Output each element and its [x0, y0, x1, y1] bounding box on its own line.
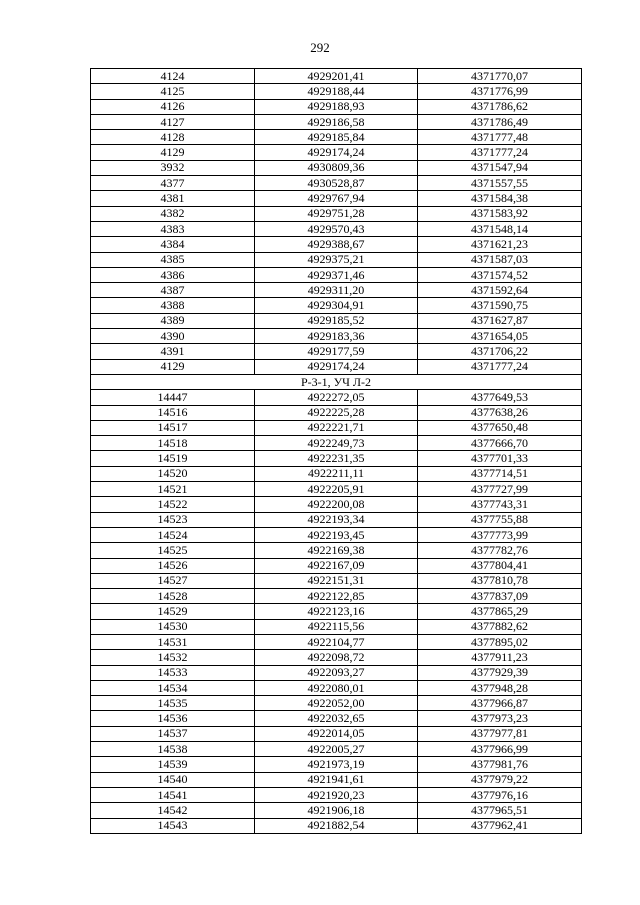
- table-row: [91, 696, 582, 711]
- table-row: [91, 206, 582, 221]
- point-number-cell: 14533: [91, 665, 255, 680]
- table-row: [91, 267, 582, 282]
- x-coordinate-cell: 4922032,65: [255, 711, 418, 726]
- y-coordinate-cell: 4371770,07: [418, 69, 582, 84]
- y-coordinate-cell: 4371777,24: [418, 145, 582, 160]
- point-number-cell: 14526: [91, 558, 255, 573]
- table-row: [91, 405, 582, 420]
- point-number-cell: 4377: [91, 176, 255, 191]
- point-number-cell: 14534: [91, 680, 255, 695]
- point-number-cell: 4384: [91, 237, 255, 252]
- x-coordinate-cell: 4922005,27: [255, 742, 418, 757]
- point-number-cell: 4383: [91, 221, 255, 236]
- table-row: [91, 634, 582, 649]
- y-coordinate-cell: 4377714,51: [418, 466, 582, 481]
- y-coordinate-cell: 4377911,23: [418, 650, 582, 665]
- x-coordinate-cell: 4922080,01: [255, 680, 418, 695]
- table-row: [91, 650, 582, 665]
- x-coordinate-cell: 4921882,54: [255, 818, 418, 833]
- point-number-cell: 14516: [91, 405, 255, 420]
- y-coordinate-cell: 4371777,48: [418, 130, 582, 145]
- table-row: [91, 482, 582, 497]
- table-row: [91, 329, 582, 344]
- point-number-cell: 14531: [91, 634, 255, 649]
- y-coordinate-cell: 4377649,53: [418, 390, 582, 405]
- y-coordinate-cell: 4377962,41: [418, 818, 582, 833]
- x-coordinate-cell: 4922104,77: [255, 634, 418, 649]
- point-number-cell: 4381: [91, 191, 255, 206]
- x-coordinate-cell: 4929186,58: [255, 114, 418, 129]
- x-coordinate-cell: 4929767,94: [255, 191, 418, 206]
- table-row: [91, 573, 582, 588]
- table-row: [91, 298, 582, 313]
- point-number-cell: 14535: [91, 696, 255, 711]
- coordinates-table: [90, 68, 582, 834]
- x-coordinate-cell: 4929183,36: [255, 329, 418, 344]
- x-coordinate-cell: 4929188,93: [255, 99, 418, 114]
- y-coordinate-cell: 4377837,09: [418, 589, 582, 604]
- table-row: [91, 589, 582, 604]
- y-coordinate-cell: 4377650,48: [418, 420, 582, 435]
- point-number-cell: 14529: [91, 604, 255, 619]
- table-row: [91, 84, 582, 99]
- x-coordinate-cell: 4929570,43: [255, 221, 418, 236]
- point-number-cell: 4126: [91, 99, 255, 114]
- point-number-cell: 14527: [91, 573, 255, 588]
- table-row: [91, 818, 582, 833]
- y-coordinate-cell: 4377743,31: [418, 497, 582, 512]
- x-coordinate-cell: 4922272,05: [255, 390, 418, 405]
- x-coordinate-cell: 4929388,67: [255, 237, 418, 252]
- y-coordinate-cell: 4377895,02: [418, 634, 582, 649]
- table-row: [91, 527, 582, 542]
- table-row: [91, 680, 582, 695]
- y-coordinate-cell: 4371621,23: [418, 237, 582, 252]
- section-heading-row: [91, 374, 582, 389]
- page-number: 292: [310, 40, 330, 55]
- point-number-cell: 3932: [91, 160, 255, 175]
- y-coordinate-cell: 4377966,87: [418, 696, 582, 711]
- y-coordinate-cell: 4377727,99: [418, 482, 582, 497]
- x-coordinate-cell: 4929375,21: [255, 252, 418, 267]
- x-coordinate-cell: 4929174,24: [255, 145, 418, 160]
- x-coordinate-cell: 4929185,84: [255, 130, 418, 145]
- x-coordinate-cell: 4922193,45: [255, 527, 418, 542]
- point-number-cell: 4388: [91, 298, 255, 313]
- table-section-header: [91, 374, 582, 389]
- y-coordinate-cell: 4371574,52: [418, 267, 582, 282]
- table-row: [91, 191, 582, 206]
- x-coordinate-cell: 4922221,71: [255, 420, 418, 435]
- y-coordinate-cell: 4371547,94: [418, 160, 582, 175]
- x-coordinate-cell: 4922205,91: [255, 482, 418, 497]
- table-row: [91, 497, 582, 512]
- section-heading: Р-3-1, УЧ Л-2: [91, 374, 582, 389]
- x-coordinate-cell: 4929174,24: [255, 359, 418, 374]
- y-coordinate-cell: 4377755,88: [418, 512, 582, 527]
- table-row: [91, 130, 582, 145]
- point-number-cell: 14541: [91, 787, 255, 802]
- point-number-cell: 14518: [91, 436, 255, 451]
- x-coordinate-cell: 4929751,28: [255, 206, 418, 221]
- y-coordinate-cell: 4377966,99: [418, 742, 582, 757]
- x-coordinate-cell: 4930528,87: [255, 176, 418, 191]
- y-coordinate-cell: 4377804,41: [418, 558, 582, 573]
- y-coordinate-cell: 4377965,51: [418, 803, 582, 818]
- y-coordinate-cell: 4371548,14: [418, 221, 582, 236]
- y-coordinate-cell: 4377701,33: [418, 451, 582, 466]
- y-coordinate-cell: 4377979,22: [418, 772, 582, 787]
- y-coordinate-cell: 4377929,39: [418, 665, 582, 680]
- table-row: [91, 787, 582, 802]
- point-number-cell: 14525: [91, 543, 255, 558]
- x-coordinate-cell: 4930809,36: [255, 160, 418, 175]
- point-number-cell: 4389: [91, 313, 255, 328]
- x-coordinate-cell: 4921906,18: [255, 803, 418, 818]
- table-row: [91, 420, 582, 435]
- point-number-cell: 14540: [91, 772, 255, 787]
- point-number-cell: 4124: [91, 69, 255, 84]
- x-coordinate-cell: 4922052,00: [255, 696, 418, 711]
- point-number-cell: 14530: [91, 619, 255, 634]
- table-row: [91, 543, 582, 558]
- table-row: [91, 757, 582, 772]
- table-row: [91, 711, 582, 726]
- x-coordinate-cell: 4922122,85: [255, 589, 418, 604]
- x-coordinate-cell: 4922231,35: [255, 451, 418, 466]
- table-row: [91, 604, 582, 619]
- x-coordinate-cell: 4922123,16: [255, 604, 418, 619]
- point-number-cell: 14543: [91, 818, 255, 833]
- point-number-cell: 4386: [91, 267, 255, 282]
- x-coordinate-cell: 4922200,08: [255, 497, 418, 512]
- y-coordinate-cell: 4377973,23: [418, 711, 582, 726]
- table-body-section-1: [91, 69, 582, 375]
- x-coordinate-cell: 4922167,09: [255, 558, 418, 573]
- point-number-cell: 4129: [91, 145, 255, 160]
- table-row: [91, 772, 582, 787]
- point-number-cell: 14539: [91, 757, 255, 772]
- x-coordinate-cell: 4921973,19: [255, 757, 418, 772]
- point-number-cell: 4387: [91, 283, 255, 298]
- table-row: [91, 114, 582, 129]
- x-coordinate-cell: 4921941,61: [255, 772, 418, 787]
- table-row: [91, 619, 582, 634]
- table-row: [91, 665, 582, 680]
- y-coordinate-cell: 4377638,26: [418, 405, 582, 420]
- table-row: [91, 313, 582, 328]
- table-row: [91, 99, 582, 114]
- table-row: [91, 176, 582, 191]
- x-coordinate-cell: 4929185,52: [255, 313, 418, 328]
- y-coordinate-cell: 4377810,78: [418, 573, 582, 588]
- y-coordinate-cell: 4371583,92: [418, 206, 582, 221]
- table-row: [91, 512, 582, 527]
- y-coordinate-cell: 4377977,81: [418, 726, 582, 741]
- x-coordinate-cell: 4922098,72: [255, 650, 418, 665]
- y-coordinate-cell: 4377666,70: [418, 436, 582, 451]
- x-coordinate-cell: 4922249,73: [255, 436, 418, 451]
- y-coordinate-cell: 4371777,24: [418, 359, 582, 374]
- table-row: [91, 344, 582, 359]
- table-body-section-2: [91, 390, 582, 834]
- table-row: [91, 390, 582, 405]
- x-coordinate-cell: 4922225,28: [255, 405, 418, 420]
- table-row: [91, 803, 582, 818]
- table-row: [91, 359, 582, 374]
- point-number-cell: 4129: [91, 359, 255, 374]
- x-coordinate-cell: 4929188,44: [255, 84, 418, 99]
- point-number-cell: 14536: [91, 711, 255, 726]
- y-coordinate-cell: 4371786,49: [418, 114, 582, 129]
- x-coordinate-cell: 4929311,20: [255, 283, 418, 298]
- point-number-cell: 14523: [91, 512, 255, 527]
- table-row: [91, 558, 582, 573]
- table-row: [91, 283, 582, 298]
- point-number-cell: 14447: [91, 390, 255, 405]
- y-coordinate-cell: 4371776,99: [418, 84, 582, 99]
- point-number-cell: 14528: [91, 589, 255, 604]
- point-number-cell: 14521: [91, 482, 255, 497]
- point-number-cell: 14524: [91, 527, 255, 542]
- point-number-cell: 14519: [91, 451, 255, 466]
- y-coordinate-cell: 4371706,22: [418, 344, 582, 359]
- table-row: [91, 252, 582, 267]
- y-coordinate-cell: 4377948,28: [418, 680, 582, 695]
- y-coordinate-cell: 4371584,38: [418, 191, 582, 206]
- y-coordinate-cell: 4371557,55: [418, 176, 582, 191]
- point-number-cell: 14520: [91, 466, 255, 481]
- y-coordinate-cell: 4377882,62: [418, 619, 582, 634]
- point-number-cell: 14538: [91, 742, 255, 757]
- point-number-cell: 4128: [91, 130, 255, 145]
- point-number-cell: 4127: [91, 114, 255, 129]
- point-number-cell: 14522: [91, 497, 255, 512]
- point-number-cell: 4382: [91, 206, 255, 221]
- x-coordinate-cell: 4929304,91: [255, 298, 418, 313]
- point-number-cell: 4390: [91, 329, 255, 344]
- table-row: [91, 160, 582, 175]
- point-number-cell: 4125: [91, 84, 255, 99]
- point-number-cell: 14537: [91, 726, 255, 741]
- y-coordinate-cell: 4371592,64: [418, 283, 582, 298]
- table-row: [91, 221, 582, 236]
- x-coordinate-cell: 4922115,56: [255, 619, 418, 634]
- y-coordinate-cell: 4377981,76: [418, 757, 582, 772]
- y-coordinate-cell: 4377976,16: [418, 787, 582, 802]
- x-coordinate-cell: 4929201,41: [255, 69, 418, 84]
- table-row: [91, 742, 582, 757]
- y-coordinate-cell: 4371627,87: [418, 313, 582, 328]
- point-number-cell: 4391: [91, 344, 255, 359]
- y-coordinate-cell: 4377773,99: [418, 527, 582, 542]
- table-row: [91, 436, 582, 451]
- point-number-cell: 14517: [91, 420, 255, 435]
- x-coordinate-cell: 4922193,34: [255, 512, 418, 527]
- y-coordinate-cell: 4371786,62: [418, 99, 582, 114]
- y-coordinate-cell: 4377865,29: [418, 604, 582, 619]
- table-row: [91, 145, 582, 160]
- x-coordinate-cell: 4922093,27: [255, 665, 418, 680]
- x-coordinate-cell: 4929371,46: [255, 267, 418, 282]
- x-coordinate-cell: 4921920,23: [255, 787, 418, 802]
- y-coordinate-cell: 4371590,75: [418, 298, 582, 313]
- point-number-cell: 4385: [91, 252, 255, 267]
- table-row: [91, 726, 582, 741]
- table-row: [91, 466, 582, 481]
- x-coordinate-cell: 4929177,59: [255, 344, 418, 359]
- x-coordinate-cell: 4922169,38: [255, 543, 418, 558]
- table-row: [91, 451, 582, 466]
- y-coordinate-cell: 4377782,76: [418, 543, 582, 558]
- y-coordinate-cell: 4371654,05: [418, 329, 582, 344]
- point-number-cell: 14532: [91, 650, 255, 665]
- x-coordinate-cell: 4922151,31: [255, 573, 418, 588]
- table-row: [91, 237, 582, 252]
- x-coordinate-cell: 4922211,11: [255, 466, 418, 481]
- x-coordinate-cell: 4922014,05: [255, 726, 418, 741]
- y-coordinate-cell: 4371587,03: [418, 252, 582, 267]
- table-row: [91, 69, 582, 84]
- point-number-cell: 14542: [91, 803, 255, 818]
